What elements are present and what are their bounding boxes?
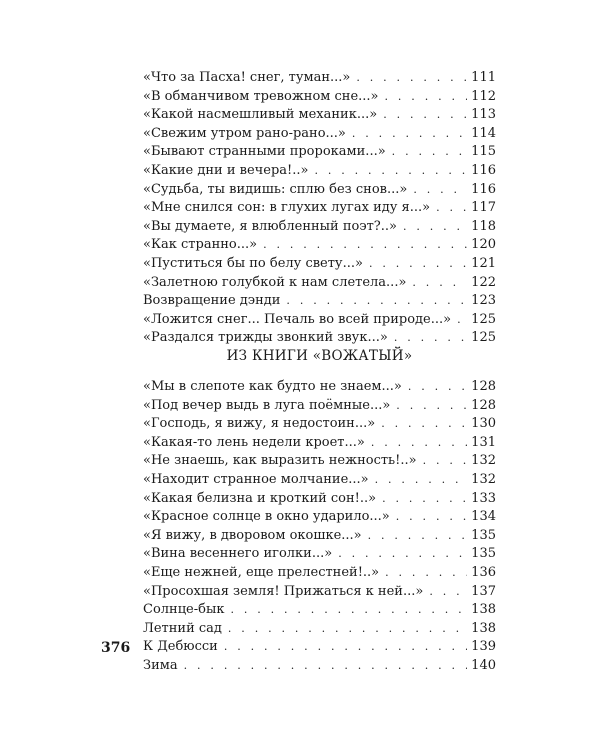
toc-entry [143, 434, 496, 453]
toc-entry-title: Летний сад [143, 620, 222, 636]
dot-leader [394, 329, 467, 348]
toc-entry-title: Солнце-бык [143, 602, 225, 618]
toc-entry-page: 121 [471, 255, 496, 271]
toc-entry-title: «Я вижу, в дворовом окошке...» [143, 527, 362, 543]
toc-entry [143, 378, 496, 397]
toc-entry-page: 120 [471, 237, 496, 253]
toc-entry-page: 133 [471, 490, 496, 506]
dot-leader [263, 236, 467, 255]
toc-entry [143, 255, 496, 274]
toc-entry-title: «Господь, я вижу, я недостоин...» [143, 416, 376, 432]
dot-leader [369, 255, 467, 274]
toc-entry [143, 452, 496, 471]
toc-entry-page: 122 [471, 274, 496, 290]
dot-leader [408, 378, 467, 397]
page-number: 376 [101, 640, 131, 656]
toc-entry-title: «Какой насмешливый механик...» [143, 107, 378, 123]
toc-entry-title: «Что за Пасха! снег, туман...» [143, 70, 351, 85]
toc-entry-page: 125 [471, 311, 496, 327]
toc-entry-title: «Пуститься бы по белу свету...» [143, 255, 363, 271]
toc-entry-title: «Находит странное молчание...» [143, 471, 369, 487]
toc-entry-title: «Какая-то лень недели кроет...» [143, 434, 365, 450]
toc-entry [143, 583, 496, 602]
toc-entry-title: К Дебюсси [143, 639, 218, 655]
toc-entry-page: 114 [471, 125, 496, 141]
toc-entry-page: 113 [471, 107, 496, 123]
toc-entry-page: 111 [471, 70, 496, 85]
dot-leader [396, 397, 467, 416]
toc-entry [143, 329, 496, 348]
toc-entry [143, 471, 496, 490]
dot-leader [412, 274, 467, 293]
toc-entry-title: «Залетною голубкой к нам слетела...» [143, 274, 407, 290]
toc-entry [143, 397, 496, 416]
toc-entry-page: 132 [471, 453, 496, 469]
toc-entry-title: «Просохшая земля! Прижаться к ней...» [143, 583, 424, 599]
toc-entry [143, 601, 496, 620]
toc-entry-title: Зима [143, 657, 178, 673]
dot-leader [403, 218, 467, 237]
dot-leader [314, 162, 467, 181]
toc-entry-title: «Ложится снег... Печаль во всей природе...» [143, 311, 452, 327]
toc-entry-title: «Не знаешь, как выразить нежность!..» [143, 453, 417, 469]
toc-entry [143, 162, 496, 181]
toc-entry-page: 125 [471, 330, 496, 346]
dot-leader [228, 620, 467, 639]
toc-list-first [143, 69, 496, 348]
toc-entry-page: 135 [471, 546, 496, 562]
section-heading: ИЗ КНИГИ «ВОЖАТЫЙ» [226, 348, 413, 364]
toc-entry-page: 115 [471, 144, 496, 160]
toc-entry-page: 134 [471, 509, 496, 525]
toc-entry [143, 545, 496, 564]
toc-entry-title: «Раздался трижды звонкий звук...» [143, 330, 388, 346]
toc-entry [143, 508, 496, 527]
dot-leader [436, 199, 467, 218]
toc-entry-page: 137 [471, 583, 496, 599]
toc-entry-page: 128 [471, 379, 496, 394]
toc-entry [143, 69, 496, 88]
toc-entry-page: 140 [471, 657, 496, 673]
toc-entry-page: 139 [471, 639, 496, 655]
dot-leader [396, 508, 467, 527]
dot-leader [382, 490, 467, 509]
dot-leader [338, 545, 467, 564]
toc-entry [143, 638, 496, 657]
toc-entry [143, 181, 496, 200]
toc-entry-page: 116 [471, 181, 496, 197]
toc-entry-page: 123 [471, 293, 496, 309]
dot-leader [457, 311, 467, 330]
toc-entry-page: 128 [471, 397, 496, 413]
toc-entry [143, 274, 496, 293]
dot-leader [230, 601, 467, 620]
toc-entry-page: 132 [471, 471, 496, 487]
toc-entry-title: «Мне снился сон: в глухих лугах иду я...» [143, 200, 431, 216]
toc-entry [143, 218, 496, 237]
dot-leader [385, 88, 468, 107]
dot-leader [392, 143, 468, 162]
toc-entry-page: 130 [471, 416, 496, 432]
toc-entry [143, 564, 496, 583]
toc-entry-page: 112 [471, 88, 496, 104]
toc-entry-page: 135 [471, 527, 496, 543]
dot-leader [413, 181, 467, 200]
toc-entry-page: 117 [471, 200, 496, 216]
dot-leader [368, 527, 468, 546]
toc-entry-title: «Как странно...» [143, 237, 258, 253]
toc-entry [143, 143, 496, 162]
toc-entry-title: «Какие дни и вечера!..» [143, 162, 309, 178]
toc-entry [143, 199, 496, 218]
toc-entry-title: Возвращение дэнди [143, 293, 281, 309]
dot-leader [383, 106, 467, 125]
toc-entry-title: «Какая белизна и кроткий сон!..» [143, 490, 377, 506]
toc-entry [143, 125, 496, 144]
toc-entry-title: «Вина весеннего иголки...» [143, 546, 333, 562]
toc-entry-title: «Красное солнце в окно ударило...» [143, 509, 390, 525]
toc-entry-title: «Свежим утром рано-рано...» [143, 125, 346, 141]
toc-entry [143, 106, 496, 125]
toc-entry-title: «В обманчивом тревожном сне...» [143, 88, 379, 104]
toc-entry-title: «Еще нежней, еще прелестней!..» [143, 564, 380, 580]
dot-leader [385, 564, 467, 583]
dot-leader [184, 657, 468, 676]
toc-entry [143, 88, 496, 107]
toc-entry-title: «Под вечер выдь в луга поёмные...» [143, 397, 391, 413]
dot-leader [381, 415, 467, 434]
dot-leader [356, 69, 467, 88]
toc-entry [143, 415, 496, 434]
dot-leader [371, 434, 467, 453]
dot-leader [224, 638, 467, 657]
toc-entry-title: «Бывают странными пророками...» [143, 144, 386, 160]
toc-entry-title: «Судьба, ты видишь: сплю без снов...» [143, 181, 408, 197]
toc-entry-page: 116 [471, 162, 496, 178]
toc-entry-title: «Мы в слепоте как будто не знаем...» [143, 379, 402, 394]
dot-leader [375, 471, 468, 490]
dot-leader [352, 125, 467, 144]
toc-entry-page: 138 [471, 602, 496, 618]
toc-entry [143, 657, 496, 676]
toc-entry [143, 527, 496, 546]
toc-entry-title: «Вы думаете, я влюбленный поэт?..» [143, 218, 397, 234]
dot-leader [429, 583, 467, 602]
toc-entry-page: 136 [471, 564, 496, 580]
toc-entry-page: 131 [471, 434, 496, 450]
toc-entry [143, 292, 496, 311]
toc-entry [143, 311, 496, 330]
toc-entry [143, 620, 496, 639]
toc-entry [143, 236, 496, 255]
dot-leader [286, 292, 467, 311]
dot-leader [423, 452, 468, 471]
toc-entry-page: 118 [471, 218, 496, 234]
toc-entry-page: 138 [471, 620, 496, 636]
toc-list-second [143, 378, 496, 676]
toc-entry [143, 490, 496, 509]
